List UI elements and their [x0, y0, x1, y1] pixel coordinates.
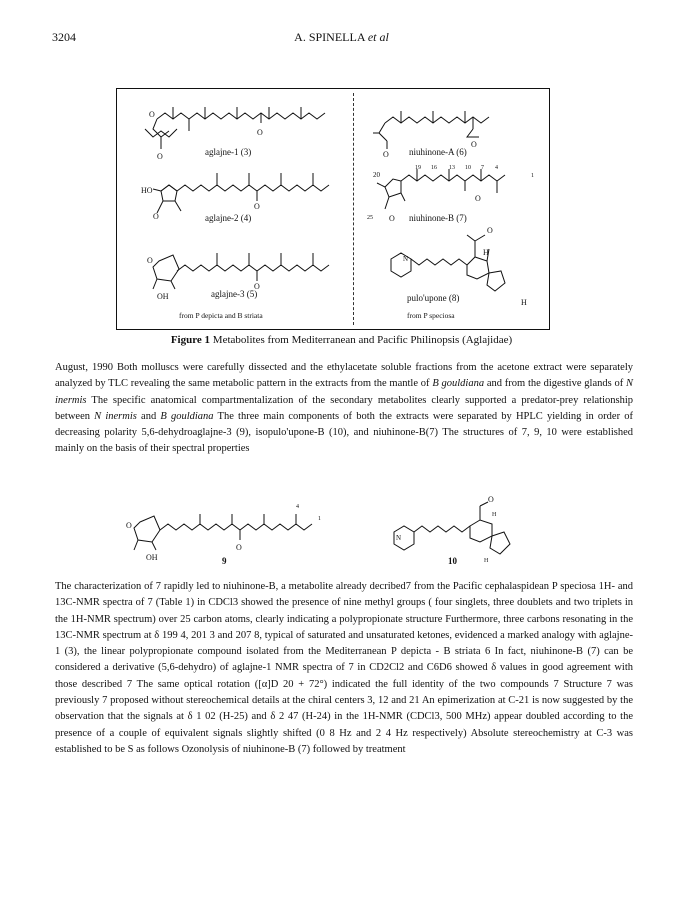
- label-niuhinone-b: niuhinone-B (7): [409, 213, 467, 223]
- svg-text:O: O: [157, 152, 163, 161]
- running-head: [0, 30, 683, 45]
- paragraph-2: The characterization of 7 rapidly led to niuhinone-B, a metabolite already decribed7 from the Pacific cephalaspidean P speciosa 1H- and 13C-NMR spectra of 7 (Table 1) in CDCl3 showed the presence of nine methyl groups ( four singlets, three doublets and two triplets in the 1H-NMR spectrum) over 25 carbon atoms, clearly indicating a polypropionate structure Furthermore, three carbons resonating in the 13C-NMR spectrum at δ 199 4, 201 3 and 207 8, typical of saturated and unsaturated ketones, evidenced a marked analogy with aglajne-1 (3), the linear polypropionate compound isolated from the Mediterranean P depicta - B striata 6 In fact, niuhinone-B (7) can be considered a derivative (5,6-dehydro) of aglajne-1 NMR spectra of 7 in CD2Cl2 and C6D6 showed δ values in good agreement with those described 7 The same optical rotation ([α]D 20 + 72°) indicated the full identity of the two compounds 7 Structure 7 was previously 7 proposed without stereochemical details at the chiral centers 3, 12 and 21 An epimerization at C-21 is now suggested by the observation that the signals at δ 1 02 (H-25) and δ 2 47 (H-24) in the 1H-NMR (CDCl3, 500 MHz) appear doubled according to the presence of a couple of equivalent signals slightly shifted (0 8 Hz and 2 4 Hz respectively) Absolute stereochemistry at C-3 was established to be S as follows Ozonolysis of niuhinone-B (7) followed by treatment: [55, 581, 633, 755]
- svg-text:O: O: [475, 194, 481, 203]
- svg-text:10: 10: [465, 165, 471, 171]
- figure-caption: [0, 334, 683, 346]
- svg-text:H: H: [484, 558, 489, 564]
- svg-text:O: O: [257, 128, 263, 137]
- svg-text:O: O: [471, 140, 477, 149]
- et-al: et al: [367, 30, 389, 44]
- svg-text:O: O: [383, 150, 389, 159]
- page-number: 3204: [52, 30, 76, 44]
- svg-text:O: O: [254, 202, 260, 211]
- structures-9-10: [60, 492, 620, 572]
- svg-text:13: 13: [449, 165, 455, 171]
- author-name: A. SPINELLA: [294, 30, 365, 44]
- para1-italic-1: B gouldiana: [432, 378, 485, 390]
- svg-text:O: O: [487, 226, 493, 235]
- figure-divider: [353, 93, 354, 325]
- svg-text:25: 25: [367, 215, 373, 221]
- paragraph-1: [55, 360, 633, 458]
- label-pulo-upone: pulo'upone (8): [407, 293, 460, 303]
- svg-text:4: 4: [296, 504, 299, 510]
- svg-text:OH: OH: [146, 553, 158, 562]
- svg-text:O: O: [149, 110, 155, 119]
- svg-text:O: O: [126, 521, 132, 530]
- svg-text:OH: OH: [157, 292, 169, 301]
- svg-text:16: 16: [431, 165, 437, 171]
- label-right-source: from P speciosa: [407, 311, 455, 320]
- caption-text: Metabolites from Mediterranean and Pacific Philinopsis (Aglajidae): [212, 334, 513, 346]
- svg-text:O: O: [147, 256, 153, 265]
- para1-italic-2: N inermis: [55, 378, 634, 406]
- svg-text:H: H: [483, 248, 489, 257]
- svg-text:1: 1: [531, 173, 534, 179]
- label-compound-9: 9: [222, 556, 227, 566]
- para1-text-5: The three main components of both the extracts were separated by HPLC yielding in order of decreasing polarity 5,6-dehydroaglajne-3 (9), isopulo'upone-B (10), and niuhinone-B(7) The structures of 7, 9, 10 were established mainly on the basis of their spectral properties: [55, 410, 634, 455]
- svg-text:1: 1: [318, 516, 321, 522]
- svg-text:19: 19: [415, 165, 421, 171]
- label-niuhinone-a: niuhinone-A (6): [409, 147, 467, 157]
- svg-text:4: 4: [495, 165, 498, 171]
- label-compound-10: 10: [448, 556, 457, 566]
- svg-text:N: N: [396, 534, 402, 542]
- label-aglajne-3: aglajne-3 (5): [211, 289, 258, 299]
- svg-text:N: N: [403, 255, 409, 263]
- para1-italic-3: N inermis: [94, 410, 137, 422]
- svg-text:H: H: [492, 512, 497, 518]
- para1-text-1: August, 1990 Both molluscs were carefully dissected and the ethylacetate soluble fractions from the acetone extract were separately analyzed by TLC revealing the same metabolic pattern in the extracts from the mantle of: [55, 362, 633, 390]
- svg-text:7: 7: [481, 165, 484, 171]
- para1-text-4: and: [136, 410, 161, 422]
- caption-label: Figure 1: [170, 334, 211, 346]
- label-aglajne-2: aglajne-2 (4): [205, 213, 252, 223]
- para1-text-3: The specific anatomical compartmentalization of the secondary metabolites clearly supported a predator-prey relationship between: [55, 394, 633, 422]
- para1-text-2: and from the digestive glands of: [484, 378, 626, 390]
- svg-text:O: O: [153, 212, 159, 221]
- svg-text:HO: HO: [141, 186, 153, 195]
- label-left-source: from P depicta and B striata: [179, 311, 263, 320]
- svg-text:O: O: [236, 543, 242, 552]
- label-aglajne-1: aglajne-1 (3): [205, 147, 252, 157]
- svg-text:O: O: [488, 495, 494, 504]
- para1-italic-4: B gouldiana: [160, 410, 214, 422]
- svg-text:H: H: [521, 298, 527, 307]
- svg-text:20: 20: [373, 171, 380, 179]
- svg-text:O: O: [254, 282, 260, 291]
- figure-1: [116, 88, 550, 330]
- svg-text:O: O: [389, 214, 395, 223]
